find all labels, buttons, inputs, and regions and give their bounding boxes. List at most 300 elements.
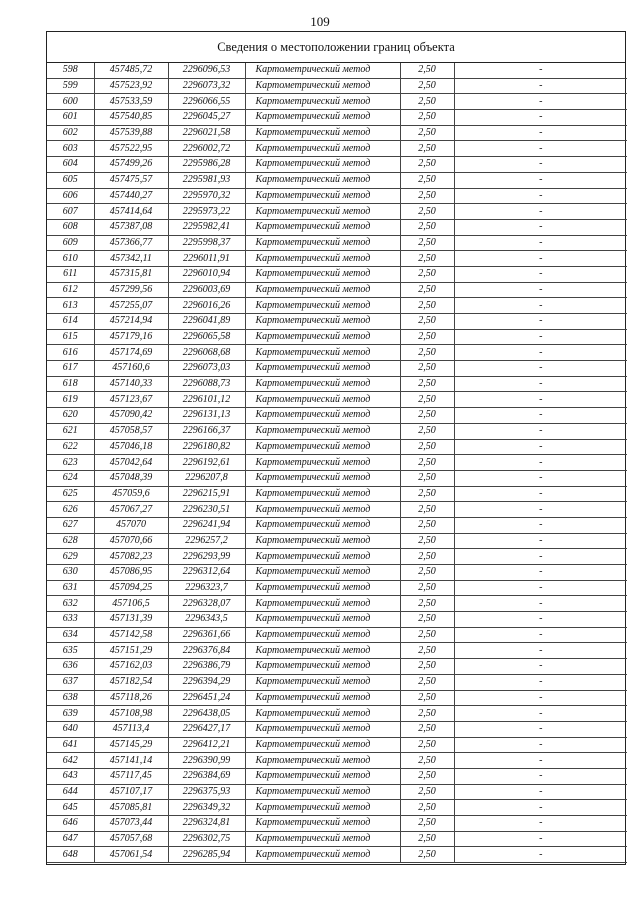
cell-y-coordinate: 2296394,29 — [168, 674, 245, 690]
cell-method: Картометрический метод — [245, 172, 400, 188]
table-row — [47, 78, 627, 94]
cell-y-coordinate: 2296066,55 — [168, 94, 245, 110]
cell-accuracy: 2,50 — [400, 78, 454, 94]
cell-note: - — [454, 345, 627, 361]
cell-accuracy: 2,50 — [400, 125, 454, 141]
cell-method: Картометрический метод — [245, 345, 400, 361]
cell-point-number: 614 — [47, 314, 94, 330]
cell-point-number: 644 — [47, 784, 94, 800]
cell-method: Картометрический метод — [245, 298, 400, 314]
cell-note: - — [454, 110, 627, 126]
table-row — [47, 753, 627, 769]
table-row — [47, 502, 627, 518]
cell-note: - — [454, 816, 627, 832]
cell-point-number: 618 — [47, 376, 94, 392]
cell-note: - — [454, 172, 627, 188]
table-row — [47, 549, 627, 565]
table-row — [47, 408, 627, 424]
cell-accuracy: 2,50 — [400, 141, 454, 157]
cell-note: - — [454, 737, 627, 753]
cell-note: - — [454, 408, 627, 424]
cell-note: - — [454, 502, 627, 518]
cell-method: Картометрический метод — [245, 831, 400, 847]
table-row — [47, 298, 627, 314]
cell-y-coordinate: 2295982,41 — [168, 219, 245, 235]
cell-y-coordinate: 2296207,8 — [168, 470, 245, 486]
cell-y-coordinate: 2296002,72 — [168, 141, 245, 157]
cell-accuracy: 2,50 — [400, 157, 454, 173]
cell-x-coordinate: 457387,08 — [94, 219, 168, 235]
cell-x-coordinate: 457214,94 — [94, 314, 168, 330]
cell-accuracy: 2,50 — [400, 612, 454, 628]
cell-x-coordinate: 457485,72 — [94, 63, 168, 78]
table-row — [47, 580, 627, 596]
table-row — [47, 627, 627, 643]
cell-accuracy: 2,50 — [400, 251, 454, 267]
cell-x-coordinate: 457342,11 — [94, 251, 168, 267]
cell-note: - — [454, 517, 627, 533]
cell-accuracy: 2,50 — [400, 235, 454, 251]
cell-y-coordinate: 2296376,84 — [168, 643, 245, 659]
cell-point-number: 641 — [47, 737, 94, 753]
cell-note: - — [454, 549, 627, 565]
table-row — [47, 235, 627, 251]
cell-note: - — [454, 706, 627, 722]
cell-note: - — [454, 847, 627, 863]
cell-method: Картометрический метод — [245, 643, 400, 659]
cell-note: - — [454, 63, 627, 78]
cell-y-coordinate: 2296045,27 — [168, 110, 245, 126]
table-row — [47, 831, 627, 847]
table-row — [47, 110, 627, 126]
table-row — [47, 470, 627, 486]
cell-point-number: 639 — [47, 706, 94, 722]
cell-point-number: 633 — [47, 612, 94, 628]
cell-point-number: 635 — [47, 643, 94, 659]
table-row — [47, 219, 627, 235]
cell-point-number: 648 — [47, 847, 94, 863]
cell-method: Картометрический метод — [245, 376, 400, 392]
cell-y-coordinate: 2296390,99 — [168, 753, 245, 769]
cell-method: Картометрический метод — [245, 439, 400, 455]
cell-y-coordinate: 2296180,82 — [168, 439, 245, 455]
cell-point-number: 621 — [47, 423, 94, 439]
cell-note: - — [454, 235, 627, 251]
cell-x-coordinate: 457048,39 — [94, 470, 168, 486]
cell-x-coordinate: 457073,44 — [94, 816, 168, 832]
cell-y-coordinate: 2296241,94 — [168, 517, 245, 533]
cell-point-number: 600 — [47, 94, 94, 110]
cell-note: - — [454, 768, 627, 784]
cell-point-number: 646 — [47, 816, 94, 832]
cell-x-coordinate: 457118,26 — [94, 690, 168, 706]
cell-accuracy: 2,50 — [400, 706, 454, 722]
cell-accuracy: 2,50 — [400, 266, 454, 282]
cell-point-number: 615 — [47, 329, 94, 345]
cell-point-number: 634 — [47, 627, 94, 643]
cell-method: Картометрический метод — [245, 549, 400, 565]
cell-note: - — [454, 376, 627, 392]
cell-x-coordinate: 457086,95 — [94, 565, 168, 581]
cell-accuracy: 2,50 — [400, 408, 454, 424]
cell-y-coordinate: 2296073,32 — [168, 78, 245, 94]
cell-accuracy: 2,50 — [400, 847, 454, 863]
cell-note: - — [454, 580, 627, 596]
cell-y-coordinate: 2296451,24 — [168, 690, 245, 706]
cell-point-number: 620 — [47, 408, 94, 424]
cell-note: - — [454, 753, 627, 769]
cell-x-coordinate: 457106,5 — [94, 596, 168, 612]
cell-method: Картометрический метод — [245, 847, 400, 863]
cell-note: - — [454, 565, 627, 581]
cell-accuracy: 2,50 — [400, 172, 454, 188]
cell-x-coordinate: 457440,27 — [94, 188, 168, 204]
cell-point-number: 616 — [47, 345, 94, 361]
cell-note: - — [454, 204, 627, 220]
table-row — [47, 690, 627, 706]
cell-point-number: 642 — [47, 753, 94, 769]
cell-method: Картометрический метод — [245, 470, 400, 486]
cell-accuracy: 2,50 — [400, 690, 454, 706]
table-row — [47, 659, 627, 675]
cell-note: - — [454, 188, 627, 204]
cell-method: Картометрический метод — [245, 596, 400, 612]
cell-note: - — [454, 157, 627, 173]
cell-point-number: 604 — [47, 157, 94, 173]
cell-accuracy: 2,50 — [400, 502, 454, 518]
cell-y-coordinate: 2296375,93 — [168, 784, 245, 800]
cell-method: Картометрический метод — [245, 314, 400, 330]
cell-y-coordinate: 2296166,37 — [168, 423, 245, 439]
cell-x-coordinate: 457366,77 — [94, 235, 168, 251]
table-row — [47, 392, 627, 408]
cell-point-number: 623 — [47, 455, 94, 471]
cell-accuracy: 2,50 — [400, 643, 454, 659]
cell-point-number: 603 — [47, 141, 94, 157]
cell-x-coordinate: 457142,58 — [94, 627, 168, 643]
cell-method: Картометрический метод — [245, 627, 400, 643]
cell-method: Картометрический метод — [245, 266, 400, 282]
cell-method: Картометрический метод — [245, 392, 400, 408]
cell-accuracy: 2,50 — [400, 674, 454, 690]
cell-y-coordinate: 2295986,28 — [168, 157, 245, 173]
cell-accuracy: 2,50 — [400, 659, 454, 675]
table-row — [47, 847, 627, 863]
cell-accuracy: 2,50 — [400, 376, 454, 392]
table-row — [47, 94, 627, 110]
cell-y-coordinate: 2296343,5 — [168, 612, 245, 628]
cell-x-coordinate: 457057,68 — [94, 831, 168, 847]
cell-x-coordinate: 457174,69 — [94, 345, 168, 361]
cell-note: - — [454, 282, 627, 298]
cell-accuracy: 2,50 — [400, 470, 454, 486]
cell-method: Картометрический метод — [245, 219, 400, 235]
cell-point-number: 606 — [47, 188, 94, 204]
cell-note: - — [454, 627, 627, 643]
table-row — [47, 314, 627, 330]
cell-accuracy: 2,50 — [400, 392, 454, 408]
boundary-table-frame — [46, 31, 626, 865]
cell-method: Картометрический метод — [245, 329, 400, 345]
cell-point-number: 609 — [47, 235, 94, 251]
table-row — [47, 439, 627, 455]
cell-point-number: 647 — [47, 831, 94, 847]
cell-point-number: 628 — [47, 533, 94, 549]
cell-point-number: 631 — [47, 580, 94, 596]
cell-method: Картометрический метод — [245, 204, 400, 220]
table-row — [47, 329, 627, 345]
cell-note: - — [454, 298, 627, 314]
cell-accuracy: 2,50 — [400, 423, 454, 439]
cell-point-number: 645 — [47, 800, 94, 816]
cell-note: - — [454, 392, 627, 408]
cell-point-number: 608 — [47, 219, 94, 235]
cell-accuracy: 2,50 — [400, 486, 454, 502]
cell-accuracy: 2,50 — [400, 768, 454, 784]
coordinates-table — [47, 63, 627, 863]
cell-method: Картометрический метод — [245, 423, 400, 439]
cell-method: Картометрический метод — [245, 141, 400, 157]
cell-y-coordinate: 2296293,99 — [168, 549, 245, 565]
cell-y-coordinate: 2296016,26 — [168, 298, 245, 314]
cell-point-number: 632 — [47, 596, 94, 612]
cell-x-coordinate: 457061,54 — [94, 847, 168, 863]
cell-accuracy: 2,50 — [400, 517, 454, 533]
cell-y-coordinate: 2296215,91 — [168, 486, 245, 502]
cell-point-number: 613 — [47, 298, 94, 314]
cell-y-coordinate: 2296065,58 — [168, 329, 245, 345]
cell-accuracy: 2,50 — [400, 439, 454, 455]
cell-point-number: 602 — [47, 125, 94, 141]
cell-accuracy: 2,50 — [400, 188, 454, 204]
table-row — [47, 596, 627, 612]
cell-method: Картометрический метод — [245, 690, 400, 706]
cell-y-coordinate: 2296312,64 — [168, 565, 245, 581]
cell-y-coordinate: 2296101,12 — [168, 392, 245, 408]
cell-x-coordinate: 457094,25 — [94, 580, 168, 596]
cell-note: - — [454, 251, 627, 267]
cell-accuracy: 2,50 — [400, 298, 454, 314]
cell-y-coordinate: 2296438,05 — [168, 706, 245, 722]
cell-method: Картометрический метод — [245, 157, 400, 173]
cell-note: - — [454, 439, 627, 455]
cell-y-coordinate: 2296386,79 — [168, 659, 245, 675]
table-title: Сведения о местоположении границ объекта — [47, 32, 625, 63]
cell-y-coordinate: 2296412,21 — [168, 737, 245, 753]
cell-method: Картометрический метод — [245, 251, 400, 267]
cell-note: - — [454, 266, 627, 282]
cell-accuracy: 2,50 — [400, 533, 454, 549]
cell-point-number: 626 — [47, 502, 94, 518]
cell-x-coordinate: 457140,33 — [94, 376, 168, 392]
cell-y-coordinate: 2295973,22 — [168, 204, 245, 220]
cell-method: Картометрический метод — [245, 565, 400, 581]
cell-x-coordinate: 457059,6 — [94, 486, 168, 502]
cell-point-number: 630 — [47, 565, 94, 581]
cell-point-number: 643 — [47, 768, 94, 784]
cell-x-coordinate: 457113,4 — [94, 721, 168, 737]
cell-y-coordinate: 2296349,32 — [168, 800, 245, 816]
cell-accuracy: 2,50 — [400, 549, 454, 565]
cell-x-coordinate: 457123,67 — [94, 392, 168, 408]
cell-y-coordinate: 2296323,7 — [168, 580, 245, 596]
cell-y-coordinate: 2296328,07 — [168, 596, 245, 612]
cell-point-number: 610 — [47, 251, 94, 267]
table-body — [47, 63, 627, 863]
cell-point-number: 627 — [47, 517, 94, 533]
cell-point-number: 640 — [47, 721, 94, 737]
cell-note: - — [454, 690, 627, 706]
table-row — [47, 784, 627, 800]
cell-y-coordinate: 2296427,17 — [168, 721, 245, 737]
table-row — [47, 376, 627, 392]
cell-x-coordinate: 457539,88 — [94, 125, 168, 141]
cell-y-coordinate: 2296041,89 — [168, 314, 245, 330]
table-row — [47, 157, 627, 173]
cell-x-coordinate: 457414,64 — [94, 204, 168, 220]
cell-method: Картометрический метод — [245, 63, 400, 78]
cell-x-coordinate: 457522,95 — [94, 141, 168, 157]
table-row — [47, 706, 627, 722]
table-row — [47, 517, 627, 533]
cell-x-coordinate: 457090,42 — [94, 408, 168, 424]
cell-y-coordinate: 2296230,51 — [168, 502, 245, 518]
cell-note: - — [454, 141, 627, 157]
cell-note: - — [454, 784, 627, 800]
cell-y-coordinate: 2296021,58 — [168, 125, 245, 141]
cell-accuracy: 2,50 — [400, 831, 454, 847]
table-row — [47, 643, 627, 659]
cell-point-number: 607 — [47, 204, 94, 220]
cell-x-coordinate: 457499,26 — [94, 157, 168, 173]
cell-x-coordinate: 457070 — [94, 517, 168, 533]
cell-note: - — [454, 643, 627, 659]
cell-note: - — [454, 612, 627, 628]
cell-point-number: 622 — [47, 439, 94, 455]
cell-y-coordinate: 2296302,75 — [168, 831, 245, 847]
cell-x-coordinate: 457117,45 — [94, 768, 168, 784]
cell-method: Картометрический метод — [245, 768, 400, 784]
cell-accuracy: 2,50 — [400, 816, 454, 832]
cell-method: Картометрический метод — [245, 533, 400, 549]
cell-x-coordinate: 457046,18 — [94, 439, 168, 455]
cell-y-coordinate: 2296011,91 — [168, 251, 245, 267]
cell-accuracy: 2,50 — [400, 63, 454, 78]
table-row — [47, 768, 627, 784]
cell-x-coordinate: 457108,98 — [94, 706, 168, 722]
cell-y-coordinate: 2296073,03 — [168, 361, 245, 377]
table-row — [47, 800, 627, 816]
cell-point-number: 624 — [47, 470, 94, 486]
cell-point-number: 611 — [47, 266, 94, 282]
cell-note: - — [454, 423, 627, 439]
cell-x-coordinate: 457182,54 — [94, 674, 168, 690]
cell-x-coordinate: 457162,03 — [94, 659, 168, 675]
cell-y-coordinate: 2296192,61 — [168, 455, 245, 471]
table-row — [47, 266, 627, 282]
cell-note: - — [454, 831, 627, 847]
cell-accuracy: 2,50 — [400, 580, 454, 596]
table-row — [47, 361, 627, 377]
cell-point-number: 617 — [47, 361, 94, 377]
cell-y-coordinate: 2295981,93 — [168, 172, 245, 188]
cell-x-coordinate: 457070,66 — [94, 533, 168, 549]
cell-note: - — [454, 455, 627, 471]
table-row — [47, 486, 627, 502]
cell-accuracy: 2,50 — [400, 721, 454, 737]
cell-x-coordinate: 457042,64 — [94, 455, 168, 471]
cell-y-coordinate: 2296324,81 — [168, 816, 245, 832]
cell-x-coordinate: 457107,17 — [94, 784, 168, 800]
cell-method: Картометрический метод — [245, 125, 400, 141]
cell-method: Картометрический метод — [245, 408, 400, 424]
cell-note: - — [454, 78, 627, 94]
table-row — [47, 612, 627, 628]
cell-method: Картометрический метод — [245, 816, 400, 832]
cell-accuracy: 2,50 — [400, 282, 454, 298]
cell-note: - — [454, 800, 627, 816]
cell-point-number: 605 — [47, 172, 94, 188]
cell-x-coordinate: 457141,14 — [94, 753, 168, 769]
cell-method: Картометрический метод — [245, 753, 400, 769]
cell-accuracy: 2,50 — [400, 345, 454, 361]
cell-method: Картометрический метод — [245, 659, 400, 675]
cell-accuracy: 2,50 — [400, 204, 454, 220]
cell-method: Картометрический метод — [245, 361, 400, 377]
cell-accuracy: 2,50 — [400, 627, 454, 643]
table-row — [47, 533, 627, 549]
cell-method: Картометрический метод — [245, 517, 400, 533]
cell-y-coordinate: 2296003,69 — [168, 282, 245, 298]
cell-accuracy: 2,50 — [400, 314, 454, 330]
cell-x-coordinate: 457475,57 — [94, 172, 168, 188]
cell-y-coordinate: 2295998,37 — [168, 235, 245, 251]
cell-x-coordinate: 457255,07 — [94, 298, 168, 314]
cell-y-coordinate: 2296088,73 — [168, 376, 245, 392]
cell-y-coordinate: 2296131,13 — [168, 408, 245, 424]
cell-point-number: 636 — [47, 659, 94, 675]
cell-method: Картометрический метод — [245, 282, 400, 298]
cell-note: - — [454, 125, 627, 141]
cell-point-number: 637 — [47, 674, 94, 690]
table-row — [47, 455, 627, 471]
cell-method: Картометрический метод — [245, 706, 400, 722]
cell-note: - — [454, 219, 627, 235]
cell-method: Картометрический метод — [245, 612, 400, 628]
table-row — [47, 172, 627, 188]
cell-accuracy: 2,50 — [400, 361, 454, 377]
cell-point-number: 625 — [47, 486, 94, 502]
table-row — [47, 251, 627, 267]
cell-y-coordinate: 2296010,94 — [168, 266, 245, 282]
cell-accuracy: 2,50 — [400, 753, 454, 769]
table-row — [47, 63, 627, 78]
cell-point-number: 599 — [47, 78, 94, 94]
cell-x-coordinate: 457067,27 — [94, 502, 168, 518]
cell-point-number: 612 — [47, 282, 94, 298]
cell-y-coordinate: 2296361,66 — [168, 627, 245, 643]
cell-note: - — [454, 659, 627, 675]
cell-note: - — [454, 470, 627, 486]
cell-method: Картометрический метод — [245, 800, 400, 816]
table-row — [47, 721, 627, 737]
cell-x-coordinate: 457299,56 — [94, 282, 168, 298]
cell-y-coordinate: 2296257,2 — [168, 533, 245, 549]
cell-x-coordinate: 457540,85 — [94, 110, 168, 126]
cell-method: Картометрический метод — [245, 94, 400, 110]
cell-method: Картометрический метод — [245, 110, 400, 126]
cell-accuracy: 2,50 — [400, 784, 454, 800]
